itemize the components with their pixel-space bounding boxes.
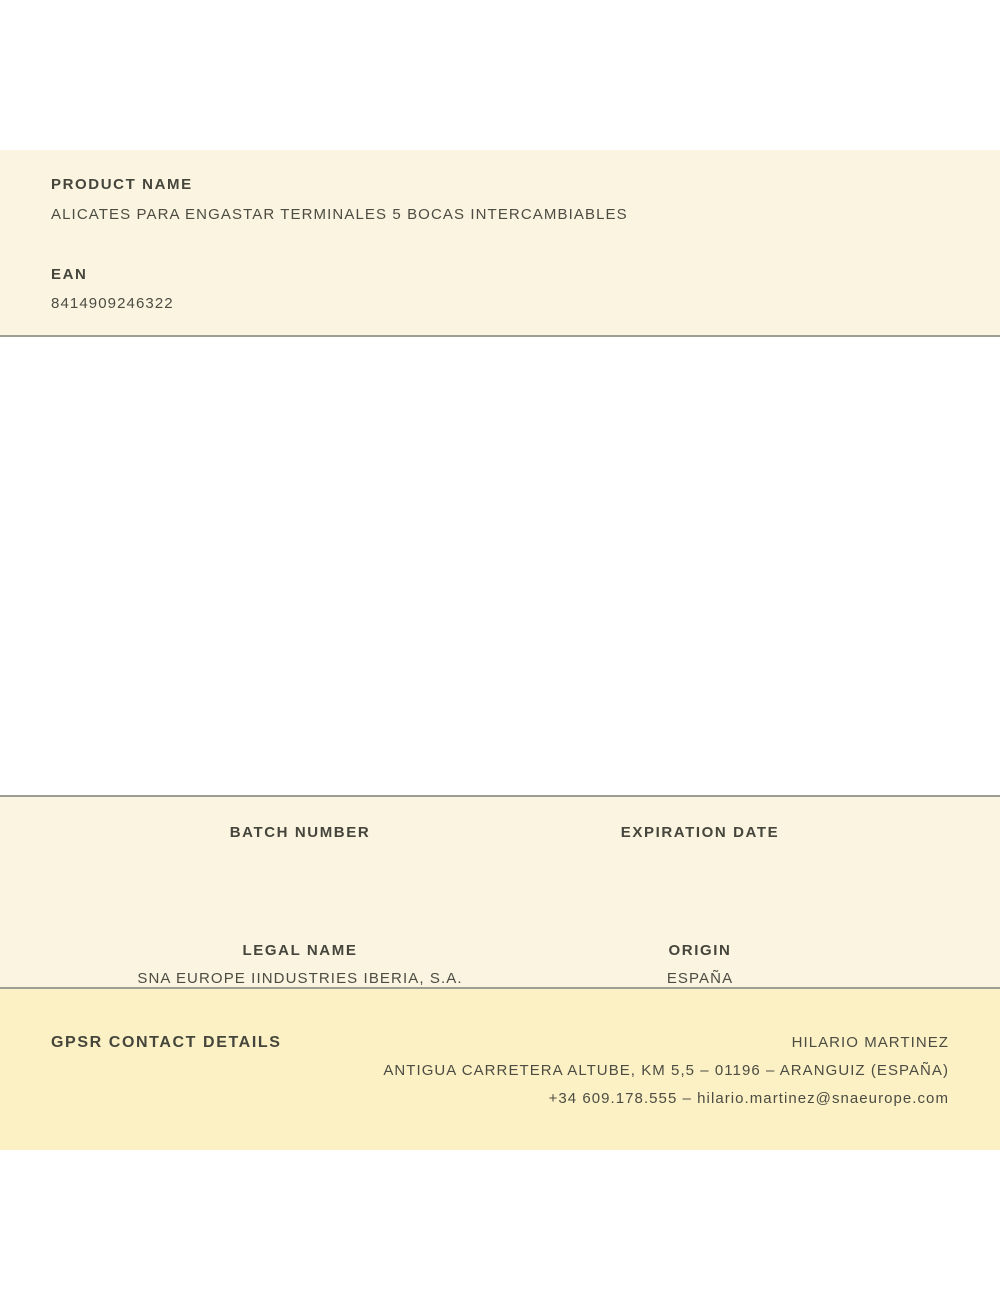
contact-address: ANTIGUA CARRETERA ALTUBE, KM 5,5 – 01196 – ARANGUIZ (ESPAÑA) [383, 1062, 949, 1079]
ean-label: EAN [51, 266, 88, 283]
contact-phone-email: +34 609.178.555 – hilario.martinez@snaeurope.com [548, 1090, 949, 1107]
gpsr-contact-section [0, 989, 1000, 1150]
batch-number-label: BATCH NUMBER [229, 824, 371, 841]
batch-grid-row-2 [100, 943, 900, 987]
legal-name-label: LEGAL NAME [242, 942, 358, 959]
origin-label: ORIGIN [668, 942, 732, 959]
product-image-placeholder [0, 337, 1000, 795]
product-name-label: PRODUCT NAME [51, 176, 193, 193]
product-name-value: ALICATES PARA ENGASTAR TERMINALES 5 BOCAS INTERCAMBIABLES [51, 206, 628, 223]
contact-details-block [383, 1029, 949, 1113]
gpsr-contact-label: GPSR CONTACT DETAILS [51, 1034, 282, 1051]
expiration-date-column [500, 825, 900, 869]
batch-grid-row-1 [100, 825, 900, 869]
expiration-date-label: EXPIRATION DATE [620, 824, 780, 841]
origin-value: ESPAÑA [666, 970, 734, 987]
product-info-section [0, 150, 1000, 337]
legal-name-value: SNA EUROPE IINDUSTRIES IBERIA, S.A. [137, 970, 463, 987]
contact-name: HILARIO MARTINEZ [791, 1034, 949, 1051]
legal-name-column [100, 943, 500, 987]
ean-value: 8414909246322 [51, 295, 174, 312]
batch-info-section [0, 795, 1000, 989]
bottom-whitespace [0, 1150, 1000, 1300]
batch-number-value [100, 853, 500, 869]
batch-number-column [100, 825, 500, 869]
top-whitespace [0, 0, 1000, 150]
origin-column [500, 943, 900, 987]
expiration-date-value [500, 853, 900, 869]
